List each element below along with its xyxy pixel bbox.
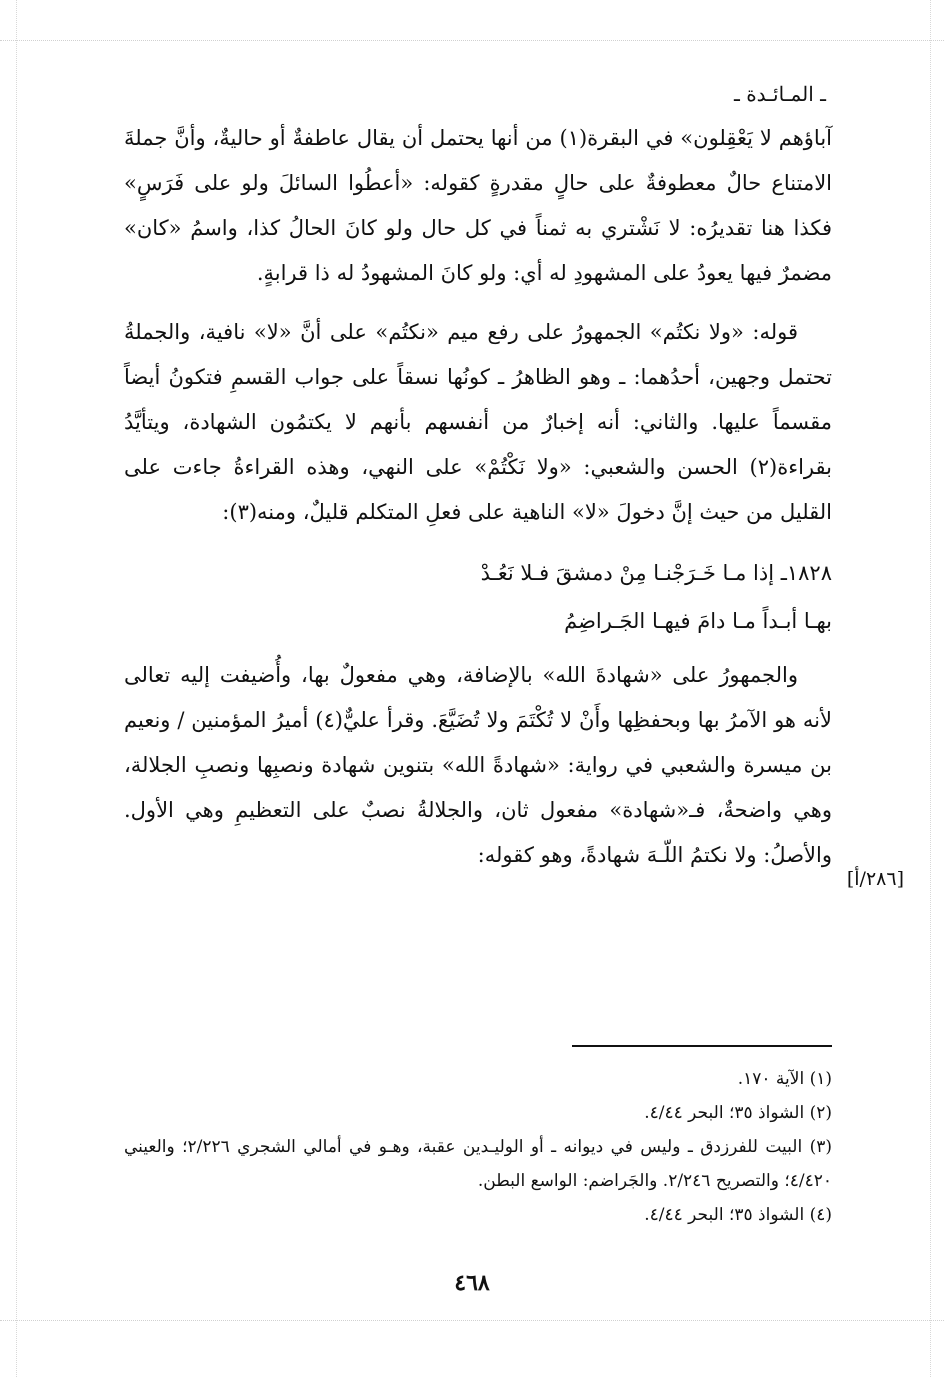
paragraph: آباؤهم لا يَعْقِلون» في البقرة(١) من أنها يحتمل أن يقال عاطفةٌ أو حاليةٌ، وأنَّ جملةَ الامتناع حالٌ معطوفةٌ على حالٍ مقدرةٍ كقوله: «أعطُوا السائلَ ولو على فَرَسٍ» فكذا هنا تقديرُه: لا نَشْتري به ثمناً في كل حال ولو كانَ الحالُ كذا، واسمُ «كان» مضمرٌ فيها يعودُ على المشهودِ له أي: ولو كانَ المشهودُ له ذا قرابةٍ. [124,126,833,285]
verse-number: ١٨٢٨ـ [780,561,832,585]
manuscript-folio-note: [٢٨٦/أ] [846,868,904,890]
verse-line-1 [124,549,832,597]
footnote-separator [572,1045,832,1047]
running-header: ـ المـائـدة ـ [733,82,826,106]
footnote: (٤) الشواذ ٣٥؛ البحر ٤/٤٤. [644,1205,832,1225]
paragraph: والجمهورُ على «شهادةَ الله» بالإضافة، وهي مفعولٌ بها، وأُضيفت إليه تعالى لأنه هو الآمرُ بها وبحفظِها وأَنْ لا تُكْتَمَ ولا تُضَيَّعَ. وقرأ عليٌّ(٤) أميرُ المؤمنين / ونعيم بن ميسرة والشعبي في رواية: «شهادةً الله» بتنوين شهادة ونصبِها ونصبِ الجلالة، وهي واضحةٌ، فـ«شهادة» مفعول ثان، والجلالةُ نصبٌ على التعظيمِ وهي الأول. والأصلُ: ولا نكتمُ اللّـهَ شهادةً، وهو كقوله: [124,663,832,867]
footnote: (٣) البيت للفرزدق ـ وليس في ديوانه ـ أو الوليـدين عقبة، وهـو في أمالي الشجري ٢/٢٢٦؛ والعيني ٤/٤٢٠؛ والتصريح ٢/٢٤٦. والجَراضم: الواسع البطن. [124,1137,832,1191]
page-number: ٤٦٨ [454,1270,490,1296]
poetry-verse [124,549,832,645]
scan-guide-line [0,1320,944,1321]
verse-hemistich-2: بهـا أبـداً مـا دامَ فيهـا الجَـراضِمُ [564,609,832,633]
main-text [124,116,832,892]
scan-guide-vline [930,0,931,1377]
scan-guide-line [0,40,944,41]
paragraph: قوله: «ولا نكتُم» الجمهورُ على رفع ميم «نكتُم» على أنَّ «لا» نافية، والجملةُ تحتمل وجهين، أحدُهما: ـ وهو الظاهرُ ـ كونُها نسقاً على جواب القسمِ فتكونُ أيضاً مقسماً عليها. والثاني: أنه إخبارٌ من أنفسهم بأنهم لا يكتمُون الشهادة، ويتأيَّدُ بقراءة(٢) الحسن والشعبي: «ولا نَكْتُمْ» على النهي، وهذه القراءةُ جاءت على القليل من حيث إنَّ دخولَ «لا» الناهية على فعلِ المتكلم قليلٌ، ومنه(٣): [124,320,832,524]
footnote: (٢) الشواذ ٣٥؛ البحر ٤/٤٤. [644,1103,832,1123]
verse-line-2 [124,597,832,645]
footnote: (١) الآية ١٧٠. [737,1069,832,1089]
footnotes [124,1062,832,1232]
scan-guide-vline [16,0,17,1377]
verse-hemistich-1: إذا مـا خَـرَجْنـا مِنْ دمشقَ فـلا نَعُـدْ [480,561,775,585]
